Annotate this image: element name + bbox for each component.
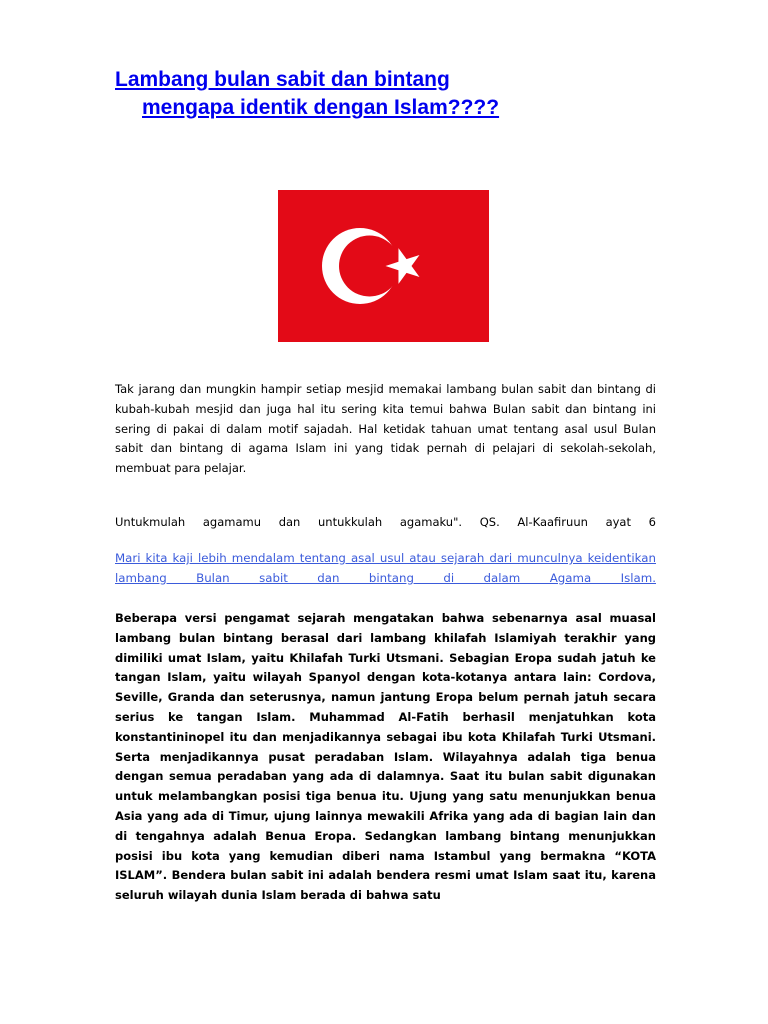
- history-link-paragraph[interactable]: Mari kita kaji lebih mendalam tentang asal usul atau sejarah dari munculnya keidentikan lambang Bulan sabit dan bintang di dalam Agama Islam.: [115, 551, 656, 585]
- page-title[interactable]: [115, 66, 675, 122]
- turkish-flag-icon: [278, 190, 489, 342]
- history-paragraph: Beberapa versi pengamat sejarah mengatakan bahwa sebenarnya asal muasal lambang bulan bintang berasal dari lambang khilafah Islamiyah terakhir yang dimiliki umat Islam, yaitu Khilafah Turki Utsmani. Sebagian Eropa sudah jatuh ke tangan Islam, yaitu wilayah Spanyol dengan kota-kotanya antara lain: Cordova, Seville, Granda dan seterusnya, namun jantung Eropa belum pernah jatuh secara serius ke tangan Islam. Muhammad Al-Fatih berhasil menjatuhkan kota konstantininopel itu dan menjadikannya sebagai ibu kota Khilafah Turki Utsmani. Serta menjadikannya pusat peradaban Islam. Wilayahnya adalah tiga benua dengan semua peradaban yang ada di dalamnya. Saat itu bulan sabit digunakan untuk melambangkan posisi tiga benua itu. Ujung yang satu menunjukkan benua Asia yang ada di Timur, ujung lainnya mewakili Afrika yang ada di bagian lain dan di tengahnya adalah Benua Eropa. Sedangkan lambang bintang menunjukkan posisi ibu kota yang kemudian diberi nama Istambul yang bermakna “KOTA ISLAM”. Bendera bulan sabit ini adalah bendera resmi umat Islam saat itu, karena seluruh wilayah dunia Islam berada di bahwa satu: [115, 611, 656, 903]
- title-line-1[interactable]: Lambang bulan sabit dan bintang: [115, 68, 450, 91]
- intro-paragraph: Tak jarang dan mungkin hampir setiap mesjid memakai lambang bulan sabit dan bintang di kubah-kubah mesjid dan juga hal itu sering kita temui bahwa Bulan sabit dan bintang ini sering di pakai di dalam motif sajadah. Hal ketidak tahuan umat tentang asal usul Bulan sabit dan bintang di agama Islam ini yang tidak pernah di pelajari di sekolah-sekolah, membuat para pelajar.: [115, 382, 656, 476]
- quote-paragraph: Untukmulah agamamu dan untukkulah agamaku". QS. Al-Kaafiruun ayat 6: [115, 515, 656, 529]
- title-line-2[interactable]: mengapa identik dengan Islam????: [142, 96, 500, 119]
